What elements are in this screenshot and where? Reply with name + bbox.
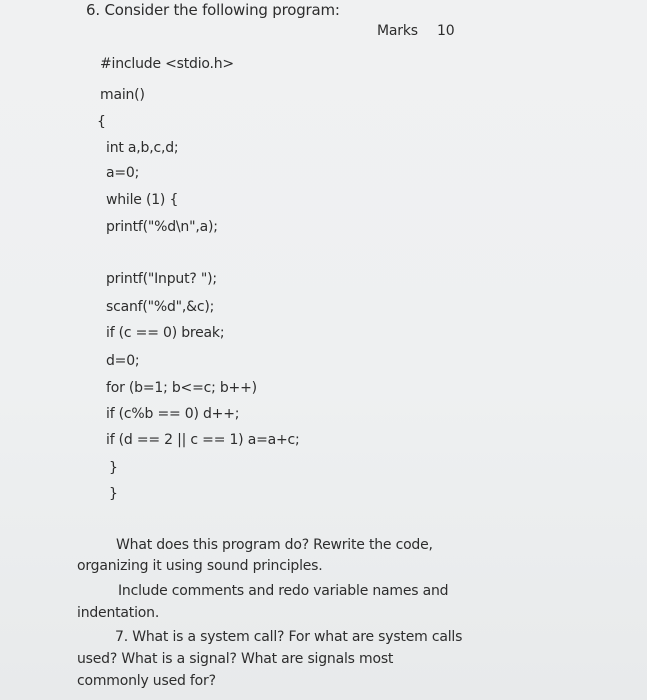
task-paragraph-1-line-2: organizing it using sound principles. [77, 558, 323, 574]
code-line-printf-input: printf("Input? "); [106, 271, 217, 287]
code-line-if-divisor: if (c%b == 0) d++; [106, 406, 240, 422]
task-paragraph-2-line-2: indentation. [77, 605, 160, 621]
code-line-if-break: if (c == 0) break; [106, 325, 225, 341]
code-line-if-prime: if (d == 2 || c == 1) a=a+c; [106, 432, 300, 448]
code-line-include: #include <stdio.h> [100, 56, 234, 72]
code-line-open-brace: { [97, 114, 106, 130]
code-line-declare: int a,b,c,d; [106, 140, 179, 156]
question-7-line-1: 7. What is a system call? For what are system calls [115, 629, 463, 645]
code-line-while: while (1) { [106, 192, 179, 208]
question-7-line-3: commonly used for? [77, 673, 216, 689]
marks-value: 10 [437, 23, 455, 39]
code-line-for: for (b=1; b<=c; b++) [106, 380, 257, 396]
code-line-main: main() [100, 87, 145, 103]
task-paragraph-2-line-1: Include comments and redo variable names and [118, 583, 449, 599]
code-line-printf-a: printf("%d\n",a); [106, 219, 218, 235]
question-6-heading: 6. Consider the following program: [86, 1, 340, 19]
code-line-close-while: } [109, 460, 118, 476]
code-line-scanf: scanf("%d",&c); [106, 299, 215, 315]
code-line-init-a: a=0; [106, 165, 140, 181]
marks-label: Marks [377, 23, 418, 39]
task-paragraph-1-line-1: What does this program do? Rewrite the code, [116, 537, 433, 553]
question-7-line-2: used? What is a signal? What are signals most [77, 651, 394, 667]
code-line-close-main: } [109, 486, 118, 502]
code-line-init-d: d=0; [106, 353, 140, 369]
